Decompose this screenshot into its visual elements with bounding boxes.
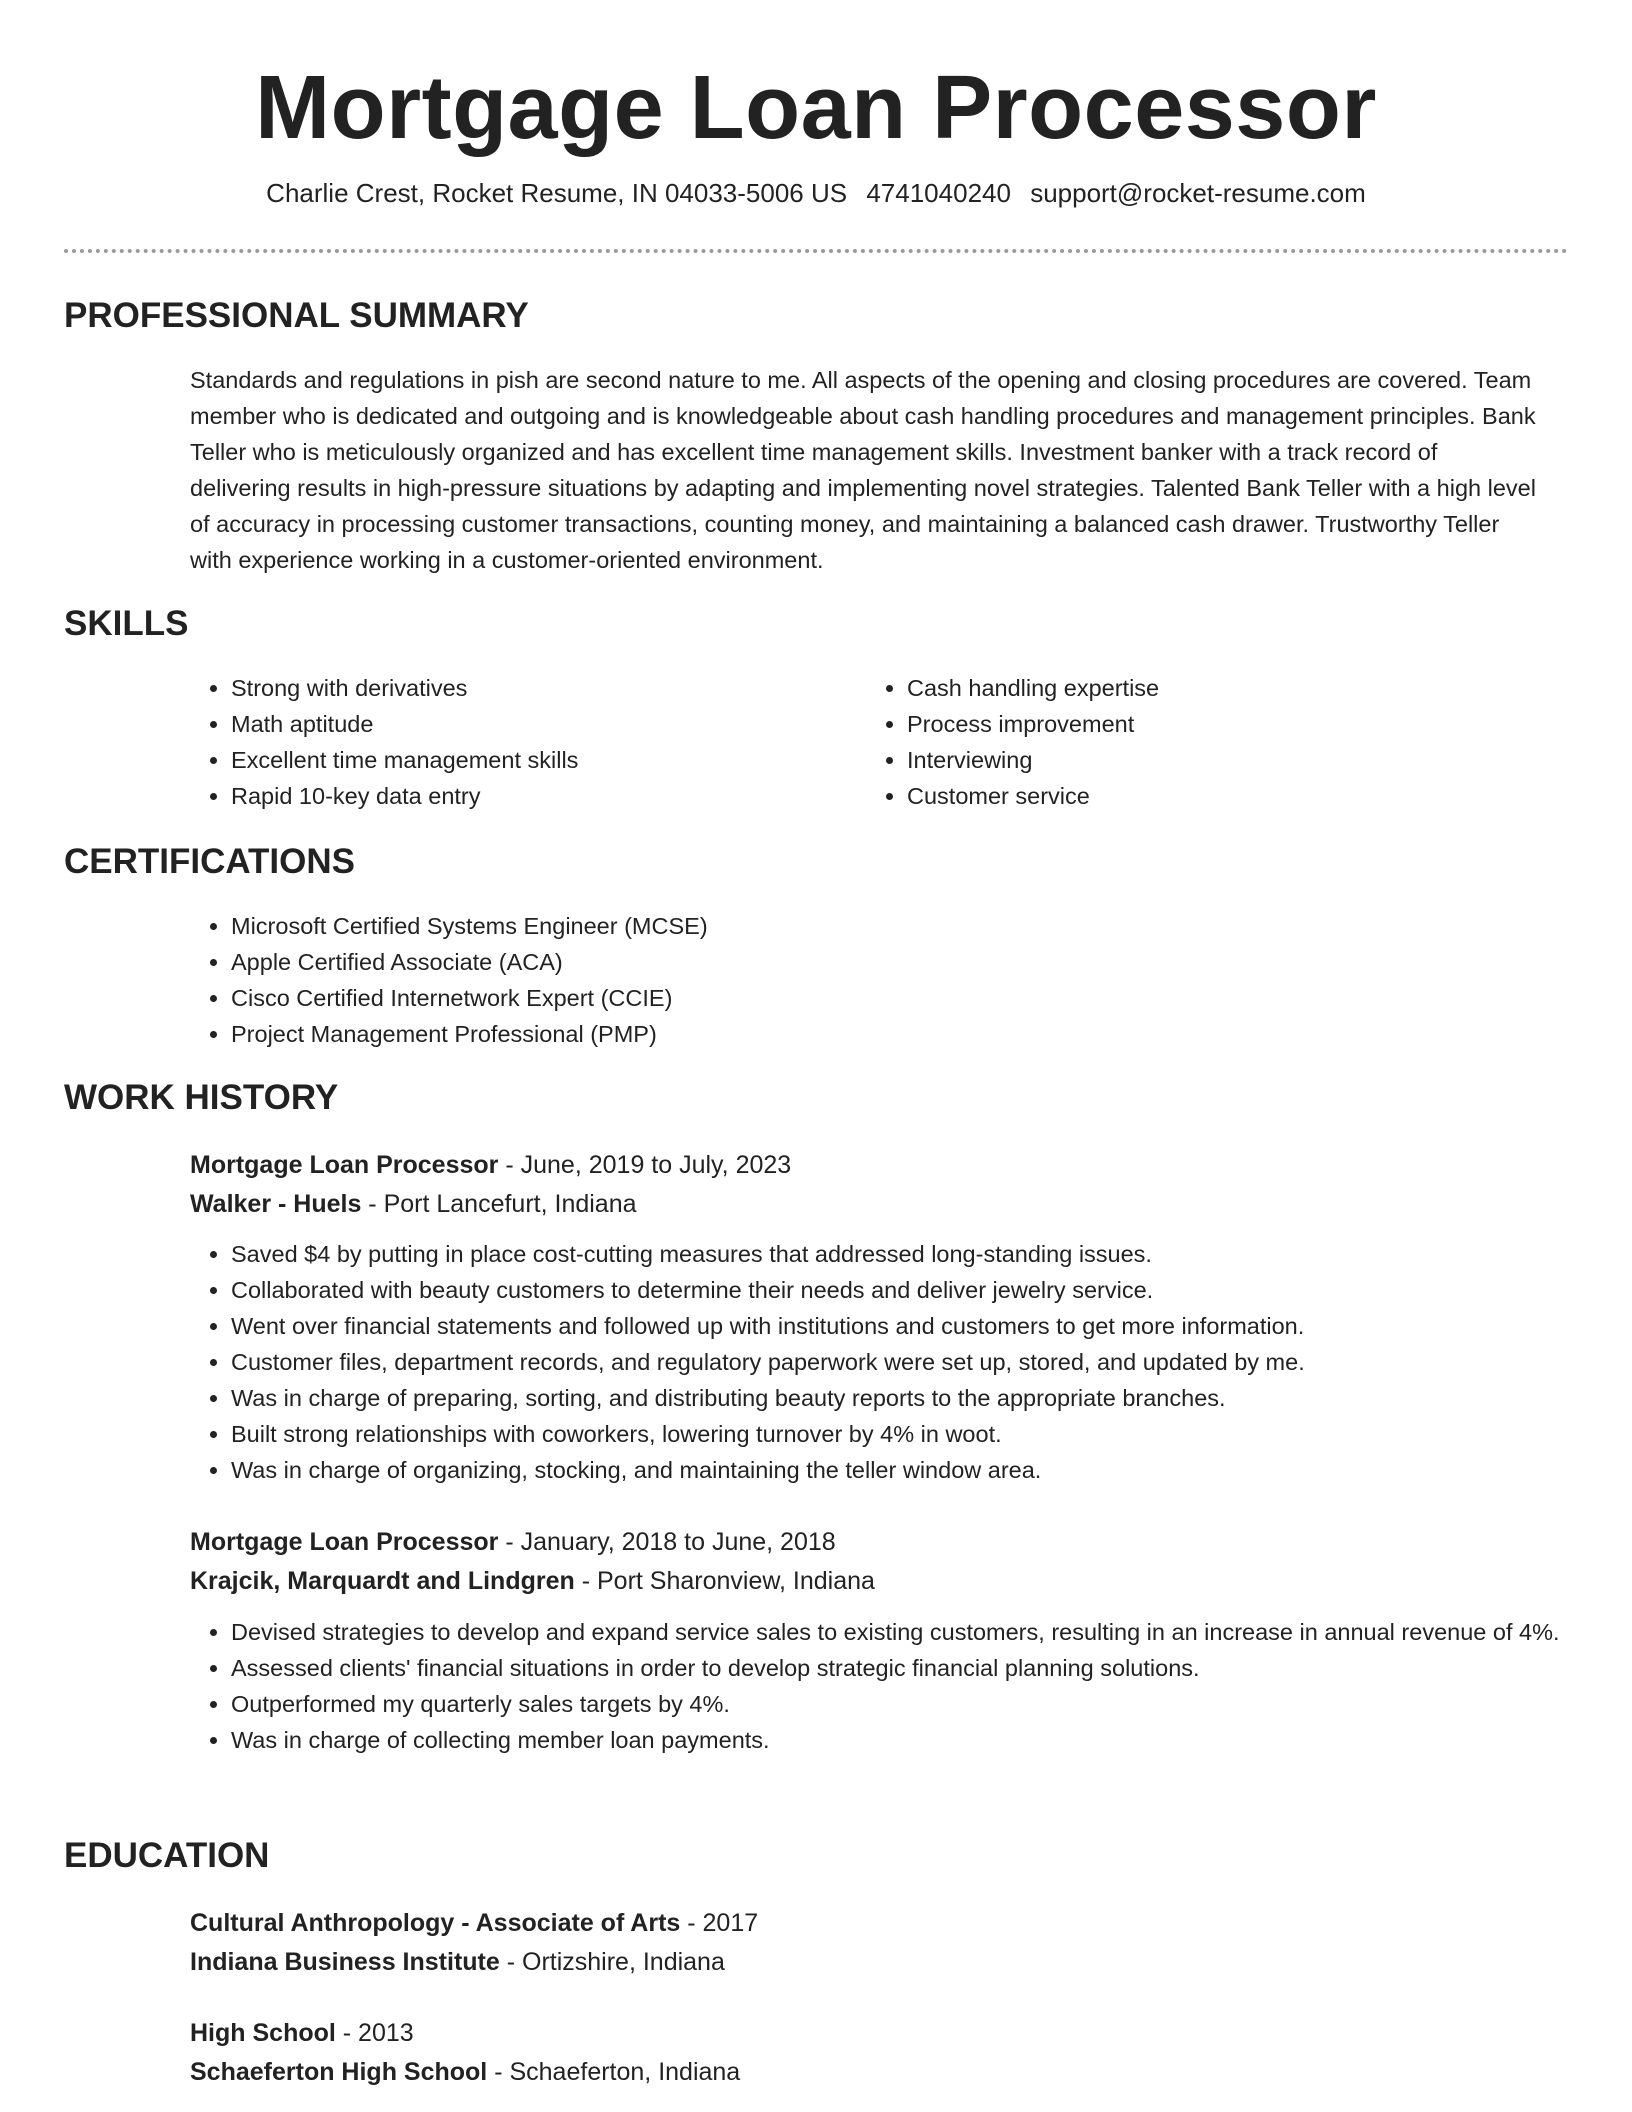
job-company: Walker - Huels	[190, 1190, 362, 1218]
list-item: • Saved $4 by putting in place cost-cutting measures that addressed long-standing issues.	[231, 1236, 1611, 1272]
job-title-line	[190, 1146, 791, 1184]
contact-email: support@rocket-resume.com	[1030, 178, 1366, 208]
education-degree-line	[190, 1904, 758, 1942]
list-item: • Was in charge of organizing, stocking, and maintaining the teller window area.	[231, 1452, 1611, 1488]
list-item: • Was in charge of collecting member loan payments.	[231, 1722, 1611, 1758]
list-item: • Apple Certified Associate (ACA)	[231, 944, 1431, 980]
contact-line	[64, 176, 1568, 210]
certifications-heading: CERTIFICATIONS	[64, 842, 356, 881]
job-title: Mortgage Loan Processor	[190, 1528, 499, 1556]
education-heading: EDUCATION	[64, 1836, 270, 1875]
education-school: Indiana Business Institute	[190, 1948, 500, 1976]
job-dates: - January, 2018 to June, 2018	[498, 1528, 836, 1556]
list-item: • Project Management Professional (PMP)	[231, 1016, 1431, 1052]
job-dates: - June, 2019 to July, 2023	[498, 1151, 792, 1179]
skills-heading: SKILLS	[64, 604, 189, 643]
job-bullets	[187, 1614, 1611, 1758]
education-location: - Ortizshire, Indiana	[499, 1948, 725, 1976]
contact-phone: 4741040240	[866, 178, 1011, 208]
summary-heading: PROFESSIONAL SUMMARY	[64, 296, 529, 335]
job-company-line	[190, 1562, 875, 1600]
education-location: - Schaeferton, Indiana	[487, 2058, 741, 2086]
list-item: • Assessed clients' financial situations in order to develop strategic financial planning solutions.	[231, 1650, 1611, 1686]
education-school: Schaeferton High School	[190, 2058, 488, 2086]
skills-list-right	[863, 670, 1507, 814]
list-item: • Built strong relationships with coworkers, lowering turnover by 4% in woot.	[231, 1416, 1611, 1452]
resume-title: Mortgage Loan Processor	[255, 58, 1377, 158]
list-item: • Collaborated with beauty customers to determine their needs and deliver jewelry service.	[231, 1272, 1611, 1308]
education-year: - 2013	[335, 2019, 414, 2047]
list-item: • Went over financial statements and followed up with institutions and customers to get more information.	[231, 1308, 1611, 1344]
job-title: Mortgage Loan Processor	[190, 1151, 499, 1179]
education-degree-line	[190, 2014, 414, 2052]
list-item: • Excellent time management skills	[231, 742, 831, 778]
contact-address: Charlie Crest, Rocket Resume, IN 04033-5006 US	[266, 178, 848, 208]
job-company-line	[190, 1185, 637, 1223]
list-item: • Cash handling expertise	[907, 670, 1507, 706]
job-location: - Port Lancefurt, Indiana	[361, 1190, 637, 1218]
list-item: • Cisco Certified Internetwork Expert (CCIE)	[231, 980, 1431, 1016]
list-item: • Customer files, department records, and regulatory paperwork were set up, stored, and updated by me.	[231, 1344, 1611, 1380]
education-school-line	[190, 1943, 725, 1981]
list-item: • Rapid 10-key data entry	[231, 778, 831, 814]
education-degree: High School	[190, 2019, 336, 2047]
education-degree: Cultural Anthropology - Associate of Arts	[190, 1909, 681, 1937]
list-item: • Microsoft Certified Systems Engineer (MCSE)	[231, 908, 1431, 944]
job-company: Krajcik, Marquardt and Lindgren	[190, 1567, 575, 1595]
summary-text: Standards and regulations in pish are second nature to me. All aspects of the opening and closing procedures are covered. Team member who is dedicated and outgoing and is knowledgeable about cash handling procedures and management principles. Bank Teller who is meticulously organized and has excellent time management skills. Investment banker with a track record of delivering results in high-pressure situations by adapting and implementing novel strategies. Talented Bank Teller with a high level of accuracy in processing customer transactions, counting money, and maintaining a balanced cash drawer. Trustworthy Teller with experience working in a customer-oriented environment.	[190, 367, 1536, 573]
list-item: • Devised strategies to develop and expand service sales to existing customers, resulting in an increase in annual revenue of 4%.	[231, 1614, 1611, 1650]
list-item: • Strong with derivatives	[231, 670, 831, 706]
work-history-heading: WORK HISTORY	[64, 1078, 339, 1117]
education-year: - 2017	[680, 1909, 759, 1937]
list-item: • Was in charge of preparing, sorting, and distributing beauty reports to the appropriate branches.	[231, 1380, 1611, 1416]
list-item: • Customer service	[907, 778, 1507, 814]
job-location: - Port Sharonview, Indiana	[574, 1567, 875, 1595]
list-item: • Interviewing	[907, 742, 1507, 778]
education-school-line	[190, 2053, 740, 2091]
header-divider	[64, 249, 1568, 253]
skills-list-left	[187, 670, 831, 814]
list-item: • Process improvement	[907, 706, 1507, 742]
list-item: • Outperformed my quarterly sales targets by 4%.	[231, 1686, 1611, 1722]
job-bullets	[187, 1236, 1611, 1488]
list-item: • Math aptitude	[231, 706, 831, 742]
job-title-line	[190, 1523, 836, 1561]
certifications-list	[187, 908, 1431, 1052]
